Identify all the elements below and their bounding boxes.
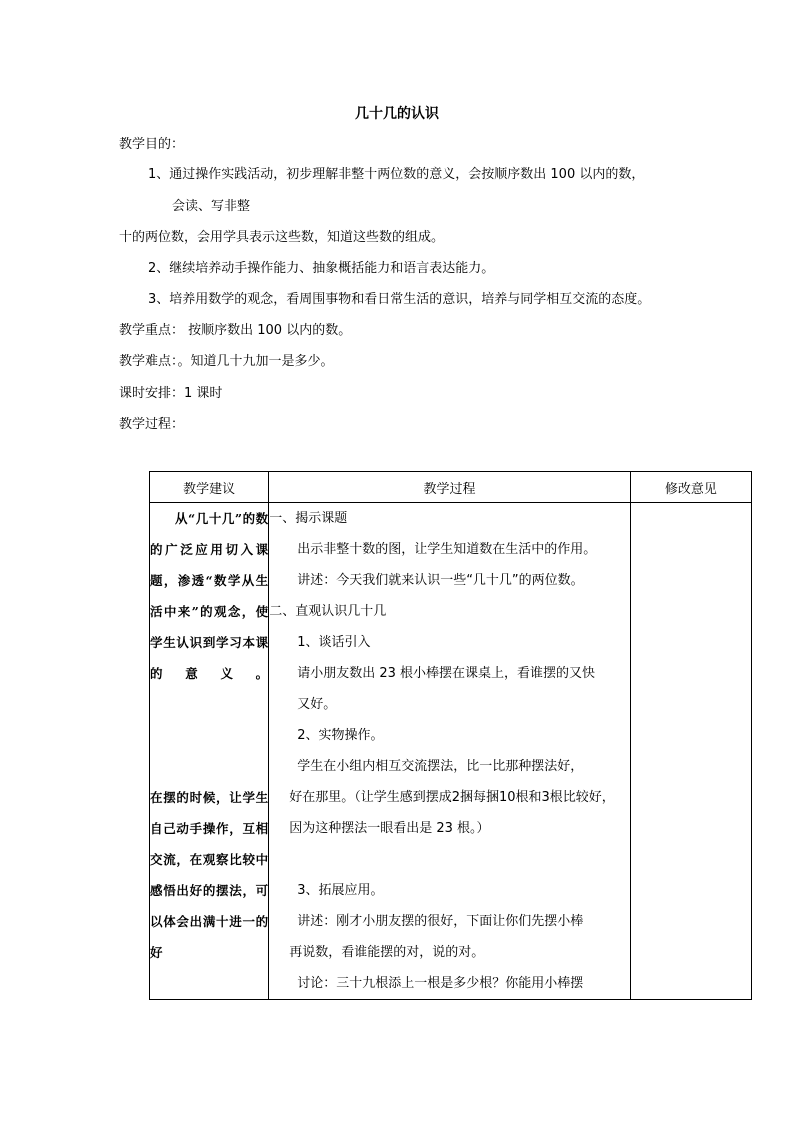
step-1-heading: 1、谈话引入 [297, 635, 371, 650]
step-2-line-a: 学生在小组内相互交流摆法，比一比那种摆法好， [297, 759, 584, 774]
objective-1-line-2: 会读、写非整 [172, 199, 251, 214]
suggestion-cell [150, 503, 269, 1000]
page-title: 几十几的认识 [355, 106, 439, 122]
step-2-line-c: 因为这种摆法一眼看出是 23 根。） [289, 821, 490, 836]
step-3-line-a: 讲述：刚才小朋友摆的很好，下面让你们先摆小棒 [297, 914, 584, 929]
revision-cell [630, 503, 751, 1000]
schedule: 课时安排：1 课时 [119, 386, 223, 401]
step-3-heading: 3、拓展应用。 [297, 883, 384, 898]
objective-2: 2、继续培养动手操作能力、抽象概括能力和语言表达能力。 [148, 261, 495, 276]
key-point: 教学重点： 按顺序数出 100 以内的数。 [119, 323, 352, 338]
process-label: 教学过程： [119, 417, 185, 432]
section-2-heading: 二、直观认识几十几 [269, 604, 387, 619]
header-revision-notes: 修改意见 [630, 472, 751, 503]
objective-3: 3、培养用数学的观念，看周围事物和看日常生活的意识，培养与同学相互交流的态度。 [148, 292, 651, 307]
step-2-heading: 2、实物操作。 [297, 728, 384, 743]
difficulty: 教学难点：。知道几十九加一是多少。 [119, 354, 334, 369]
table-body-row [150, 503, 752, 1000]
header-teaching-suggestion: 教学建议 [150, 472, 269, 503]
step-2-line-b: 好在那里。（让学生感到摆成2捆每捆10根和3根比较好， [289, 790, 615, 805]
suggestion-note-2: 在摆的时候，让学生自己动手操作，互相交流，在观察比较中感悟出好的摆法，可以体会出满十进一的好 [150, 790, 269, 960]
suggestion-note-1: 从“几十几”的数的广泛应用切入课题，渗透“数学从生活中来”的观念，使学生认识到学习本课的意义。 [150, 511, 269, 681]
objectives-label: 教学目的： [119, 137, 185, 152]
objective-1-line-3: 十的两位数，会用学具表示这些数，知道这些数的组成。 [119, 230, 445, 245]
objective-1-line-1: 1、通过操作实践活动，初步理解非整十两位数的意义，会按顺序数出 100 以内的数， [148, 167, 645, 182]
blank-line [269, 844, 630, 875]
section-1-line-b: 讲述：今天我们就来认识一些“几十几”的两位数。 [297, 573, 584, 588]
process-cell [269, 503, 631, 1000]
step-1-line-a: 请小朋友数出 23 根小棒摆在课桌上，看谁摆的又快 [297, 666, 595, 681]
section-1-heading: 一、揭示课题 [269, 511, 348, 526]
table-header-row [150, 472, 752, 503]
step-3-line-b: 再说数，看谁能摆的对，说的对。 [289, 945, 485, 960]
section-1-line-a: 出示非整十数的图，让学生知道数在生活中的作用。 [297, 542, 597, 557]
lesson-plan-table [149, 471, 752, 1000]
header-teaching-process: 教学过程 [269, 472, 631, 503]
step-1-line-b: 又好。 [297, 697, 337, 712]
step-3-line-c: 讨论：三十九根添上一根是多少根？你能用小棒摆 [297, 976, 584, 991]
